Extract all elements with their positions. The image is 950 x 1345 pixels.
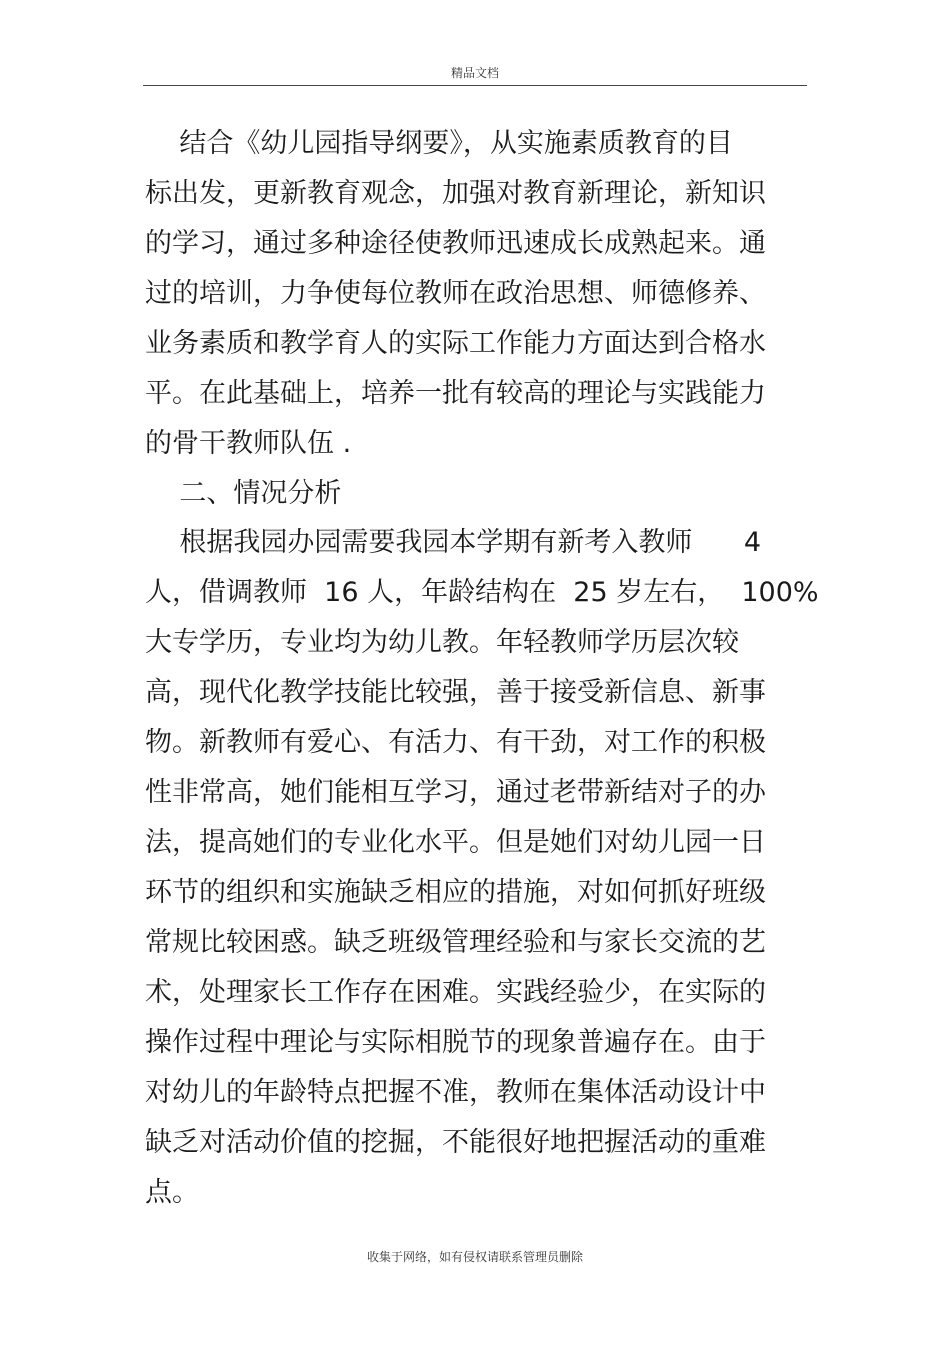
text-line: 操作过程中理论与实际相脱节的现象普遍存在。由于 — [145, 1027, 766, 1058]
text-line: 过的培训，力争使每位教师在政治思想、师德修养、 — [145, 278, 766, 309]
text-line: 点。 — [145, 1177, 199, 1208]
text-line: 缺乏对活动价值的挖掘，不能很好地把握活动的重难 — [145, 1127, 766, 1158]
footer-label: 收集于网络，如有侵权请联系管理员删除 — [366, 1250, 583, 1264]
text-line: 性非常高，她们能相互学习，通过老带新结对子的办 — [145, 777, 766, 808]
text-line: 人，借调教师 16 人，年龄结构在 25 岁左右， 100% — [145, 577, 819, 608]
text-line: 术，处理家长工作存在困难。实践经验少，在实际的 — [145, 977, 766, 1008]
header-divider — [143, 85, 807, 86]
text-line: 环节的组织和实施缺乏相应的措施，对如何抓好班级 — [145, 877, 766, 908]
text-line: 物。新教师有爱心、有活力、有干劲，对工作的积极 — [145, 727, 766, 758]
text-line: 的骨干教师队伍 . — [145, 428, 352, 459]
text-line: 常规比较困惑。缺乏班级管理经验和与家长交流的艺 — [145, 927, 766, 958]
text-line: 高，现代化教学技能比较强，善于接受新信息、新事 — [145, 677, 766, 708]
text-line: 的学习，通过多种途径使教师迅速成长成熟起来。通 — [145, 228, 766, 259]
text-line: 对幼儿的年龄特点把握不准，教师在集体活动设计中 — [145, 1077, 766, 1108]
section-heading: 二、情况分析 — [145, 478, 342, 509]
text-line: 平。在此基础上，培养一批有较高的理论与实践能力 — [145, 378, 766, 409]
text-line: 标出发，更新教育观念，加强对教育新理论，新知识 — [145, 178, 766, 209]
text-line: 根据我园办园需要我园本学期有新考入教师 4 — [145, 527, 762, 558]
text-line: 法，提高她们的专业化水平。但是她们对幼儿园一日 — [145, 827, 766, 858]
text-line: 大专学历，专业均为幼儿教。年轻教师学历层次较 — [145, 627, 739, 658]
header-label: 精品文档 — [450, 66, 499, 80]
text-line: 业务素质和教学育人的实际工作能力方面达到合格水 — [145, 328, 766, 359]
text-line: 结合《幼儿园指导纲要》，从实施素质教育的目 — [145, 128, 733, 159]
